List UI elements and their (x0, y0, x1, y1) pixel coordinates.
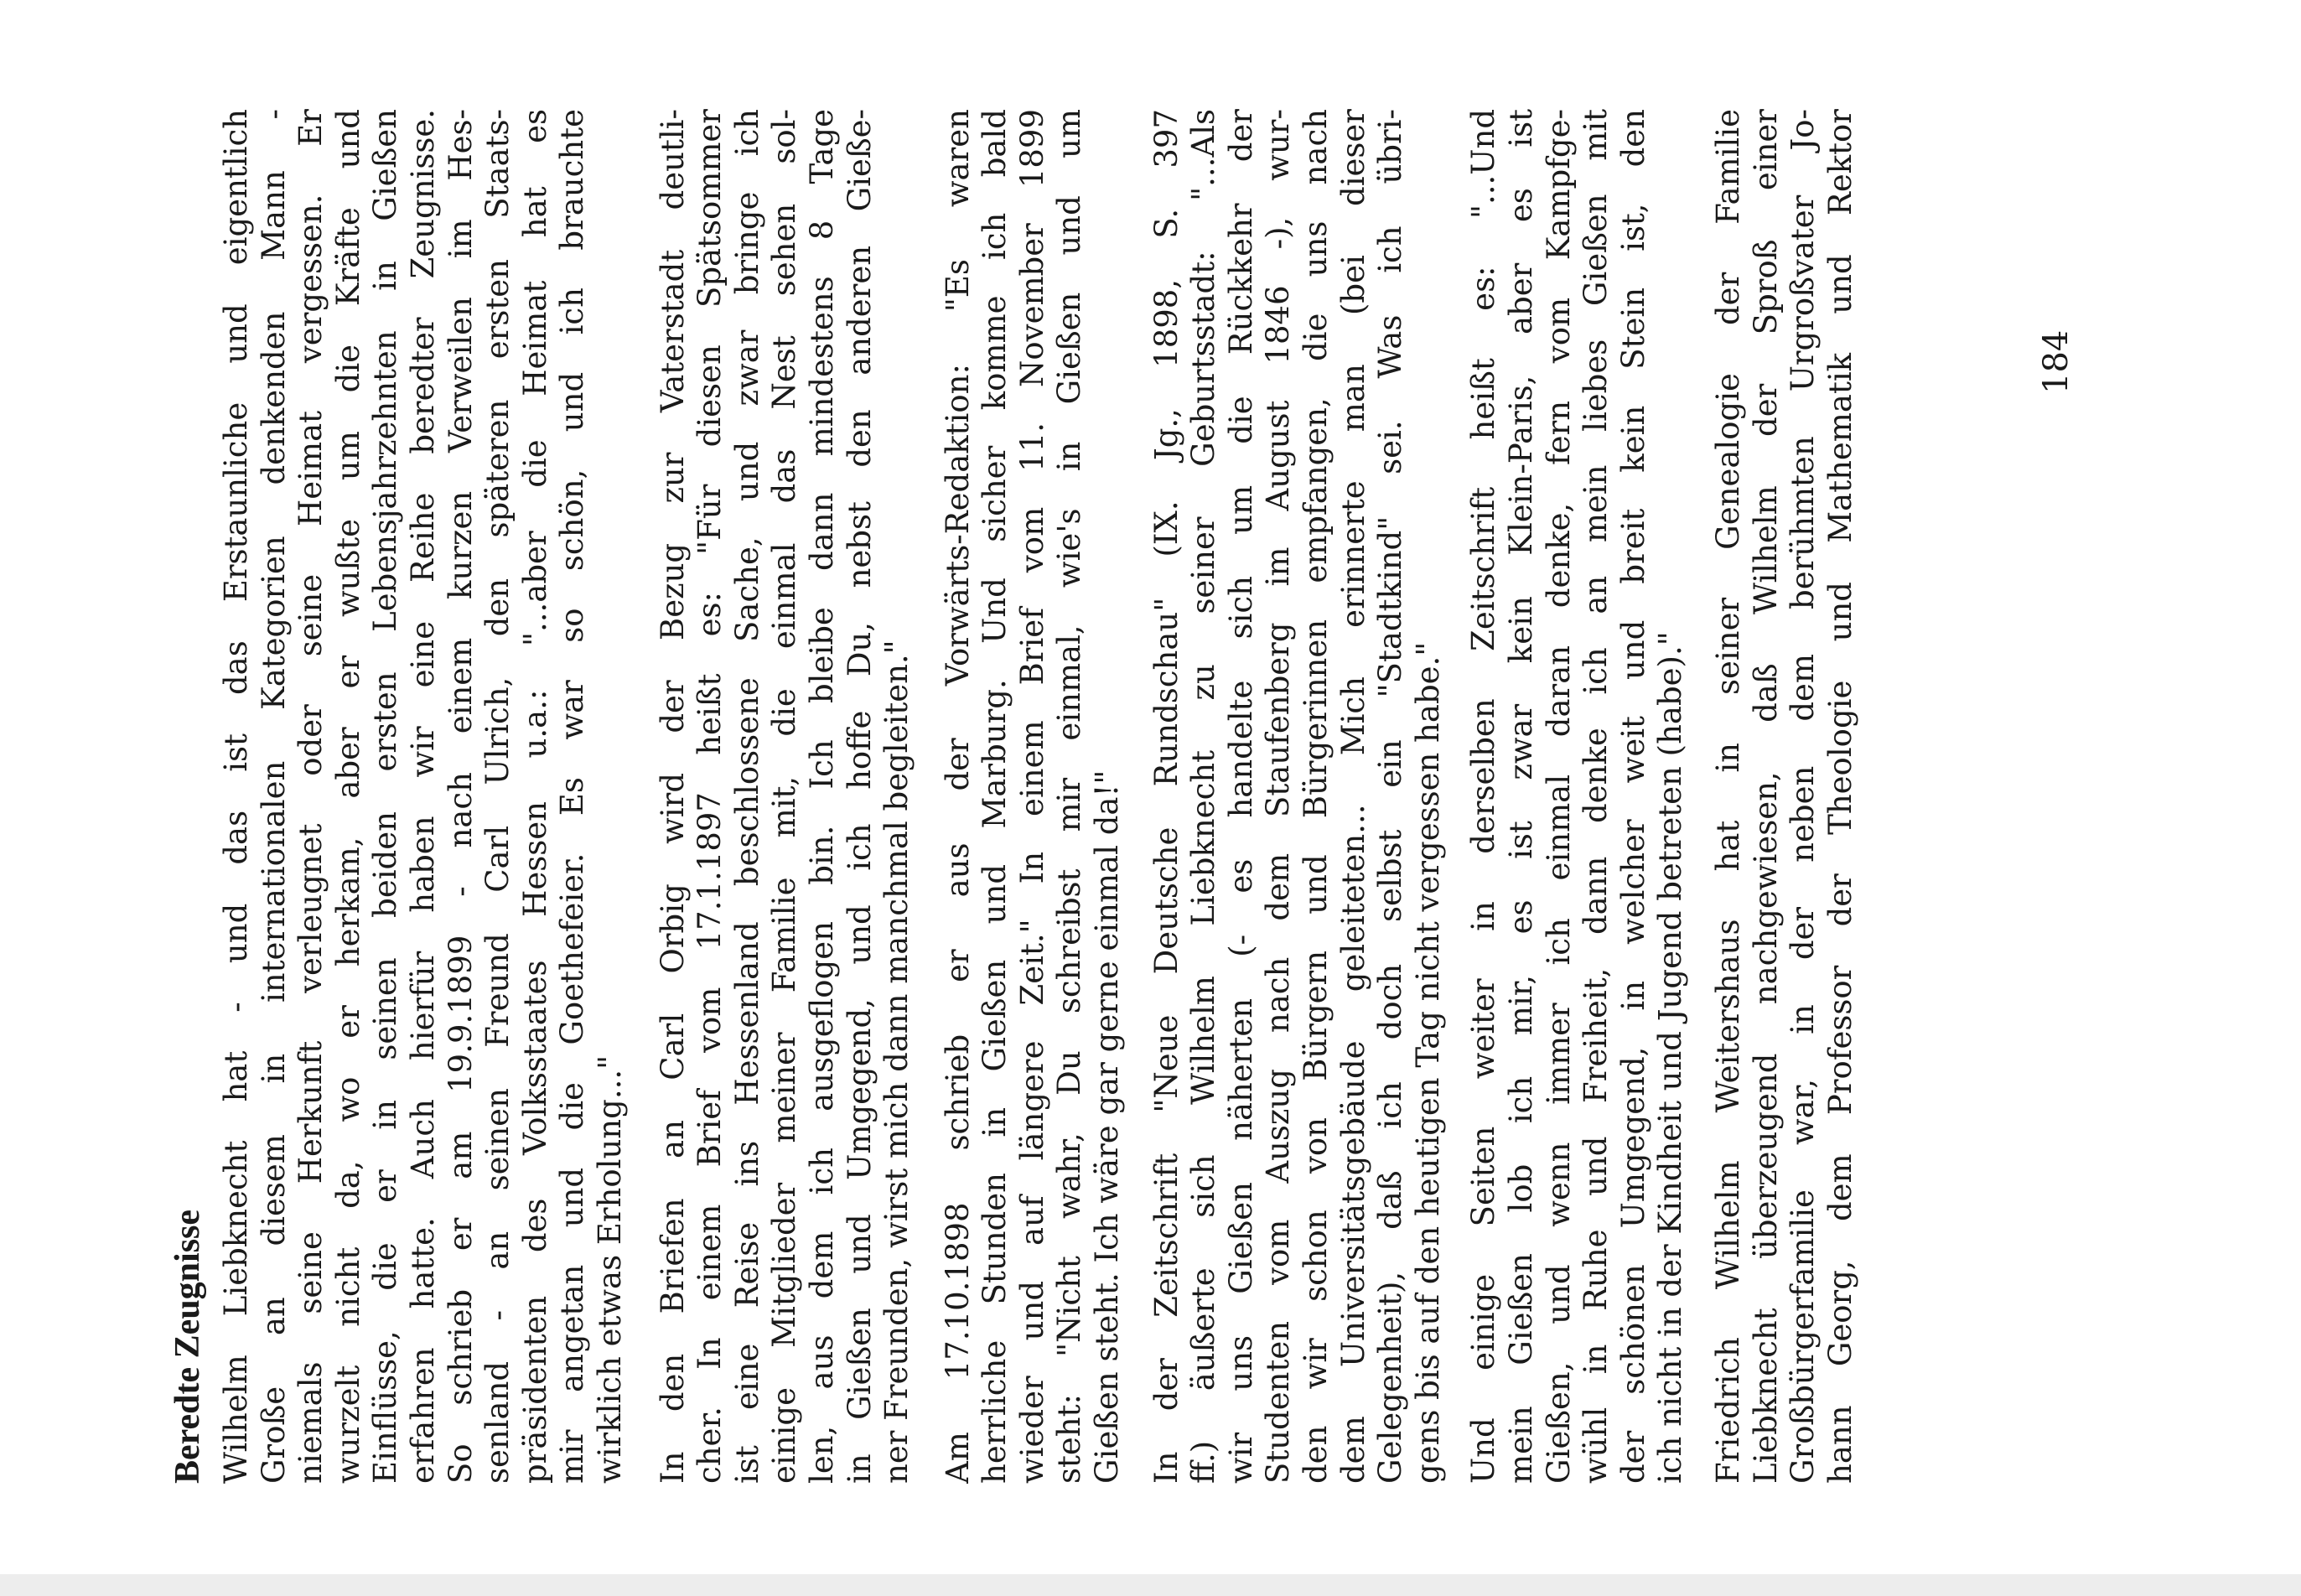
text-line: wirklich etwas Erholung..." (591, 1054, 628, 1484)
section-heading: Beredte Zeugnisse (168, 1209, 207, 1484)
text-line: Großbürgerfamilie war, in der neben dem berühmten Urgroßvater Jo- (1785, 109, 1822, 1484)
text-line: Gelegenheit), daß ich doch selbst ein "Stadtkind" sei. Was ich übri- (1372, 109, 1409, 1484)
text-line: ff.) äußerte sich Wilhelm Liebknecht zu seiner Geburtsstadt: "...Als (1185, 109, 1222, 1484)
text-line: einige Mitglieder meiner Familie mit, die einmal das Nest sehen sol- (766, 109, 803, 1484)
text-line: In den Briefen an Carl Orbig wird der Bezug zur Vaterstadt deutli- (654, 109, 691, 1484)
text-line: hann Georg, dem Professor der Theologie und Mathematik und Rektor (1822, 109, 1858, 1484)
paragraph-2 (655, 109, 916, 1484)
text-line: wir uns Gießen näherten (- es handelte sich um die Rückkehr der (1222, 109, 1259, 1484)
text-line: Einflüsse, die er in seinen beiden ersten Lebensjahrzehnten in Gießen (367, 109, 404, 1484)
text-line: len, aus dem ich ausgeflogen bin. Ich bleibe dann mindestens 8 Tage (803, 109, 840, 1484)
rotated-text-block (168, 109, 2263, 1484)
text-line: Friedrich Wilhelm Weitershaus hat in seiner Genealogie der Familie (1709, 109, 1746, 1484)
paragraph-3 (940, 109, 1127, 1484)
text-line: Studenten vom Auszug nach dem Staufenberg im August 1846 -), wur- (1260, 109, 1297, 1484)
text-line: ist eine Reise ins Hessenland beschlossene Sache, und zwar bringe ich (728, 109, 765, 1484)
text-line: Große an diesem in internationalen Kategorien denkenden Mann - (255, 109, 292, 1484)
text-line: steht: "Nicht wahr, Du schreibst mir einmal, wie's in Gießen und um (1051, 109, 1088, 1484)
text-line: mir angetan und die Goethefeier. Es war so schön, und ich brauchte (554, 109, 591, 1484)
text-line: ner Freunden, wirst mich dann manchmal begleiten." (878, 640, 915, 1484)
text-line: präsidenten des Volksstaates Hessen u.a.: "...aber die Heimat hat es (516, 109, 553, 1484)
text-line: gens bis auf den heutigen Tag nicht vergessen habe." (1409, 641, 1446, 1484)
body-text (218, 109, 1859, 1484)
text-line: ich nicht in der Kindheit und Jugend betreten (habe)." (1652, 631, 1689, 1484)
text-line: der schönen Umgegend, in welcher weit und breit kein Stein ist, den (1614, 109, 1651, 1484)
paragraph-5 (1465, 109, 1690, 1484)
text-line: niemals seine Herkunft verleugnet oder seine Heimat vergessen. Er (293, 109, 329, 1484)
text-line: mein Gießen lob ich mir, es ist zwar kein Klein-Paris, aber es ist (1503, 109, 1539, 1484)
text-line: Liebknecht überzeugend nachgewiesen, daß Wilhelm der Sproß einer (1747, 109, 1784, 1484)
text-line: wühl in Ruhe und Freiheit, dann denke ich an mein liebes Gießen mit (1578, 109, 1614, 1484)
text-line: Gießen, und wenn immer ich einmal daran denke, fern vom Kampfge- (1540, 109, 1577, 1484)
paragraph-1 (218, 109, 630, 1484)
text-line: Gießen steht. Ich wäre gar gerne einmal da!" (1089, 770, 1126, 1484)
text-line: Am 17.10.1898 schrieb er aus der Vorwärts-Redaktion: "Es waren (939, 109, 976, 1484)
paragraph-6 (1710, 109, 1859, 1484)
text-line: cher. In einem Brief vom 17.1.1897 heißt es: "Für diesen Spätsommer (692, 109, 728, 1484)
text-line: dem Universitätsgebäude geleiteten... Mich erinnerte man (bei dieser (1334, 109, 1371, 1484)
page-number: 184 (2037, 329, 2076, 394)
text-line: wurzelt nicht da, wo er herkam, aber er wußte um die Kräfte und (329, 109, 366, 1484)
text-line: So schrieb er am 19.9.1899 - nach einem kurzen Verweilen im Hes- (442, 109, 479, 1484)
scan-bottom-edge (0, 1574, 2301, 1596)
text-line: in Gießen und Umgegend, und ich hoffe Du, nebst den anderen Gieße- (841, 109, 878, 1484)
paragraph-4 (1148, 109, 1448, 1484)
text-line: erfahren hatte. Auch hierfür haben wir eine Reihe beredter Zeugnisse. (404, 109, 441, 1484)
text-line: senland - an seinen Freund Carl Ulrich, den späteren ersten Staats- (479, 109, 516, 1484)
text-line: herrliche Stunden in Gießen und Marburg. Und sicher komme ich bald (977, 109, 1013, 1484)
text-line: In der Zeitschrift "Neue Deutsche Rundschau" (IX. Jg., 1898, S. 397 (1148, 109, 1184, 1484)
text-line: Und einige Seiten weiter in derselben Zeitschrift heißt es: "...Und (1465, 109, 1502, 1484)
text-line: Wilhelm Liebknecht hat - und das ist das Erstaunliche und eigentlich (218, 109, 254, 1484)
text-line: den wir schon von Bürgern und Bürgerinnen empfangen, die uns nach (1298, 109, 1334, 1484)
text-line: wieder und auf längere Zeit." In einem Brief vom 11. November 1899 (1013, 109, 1050, 1484)
